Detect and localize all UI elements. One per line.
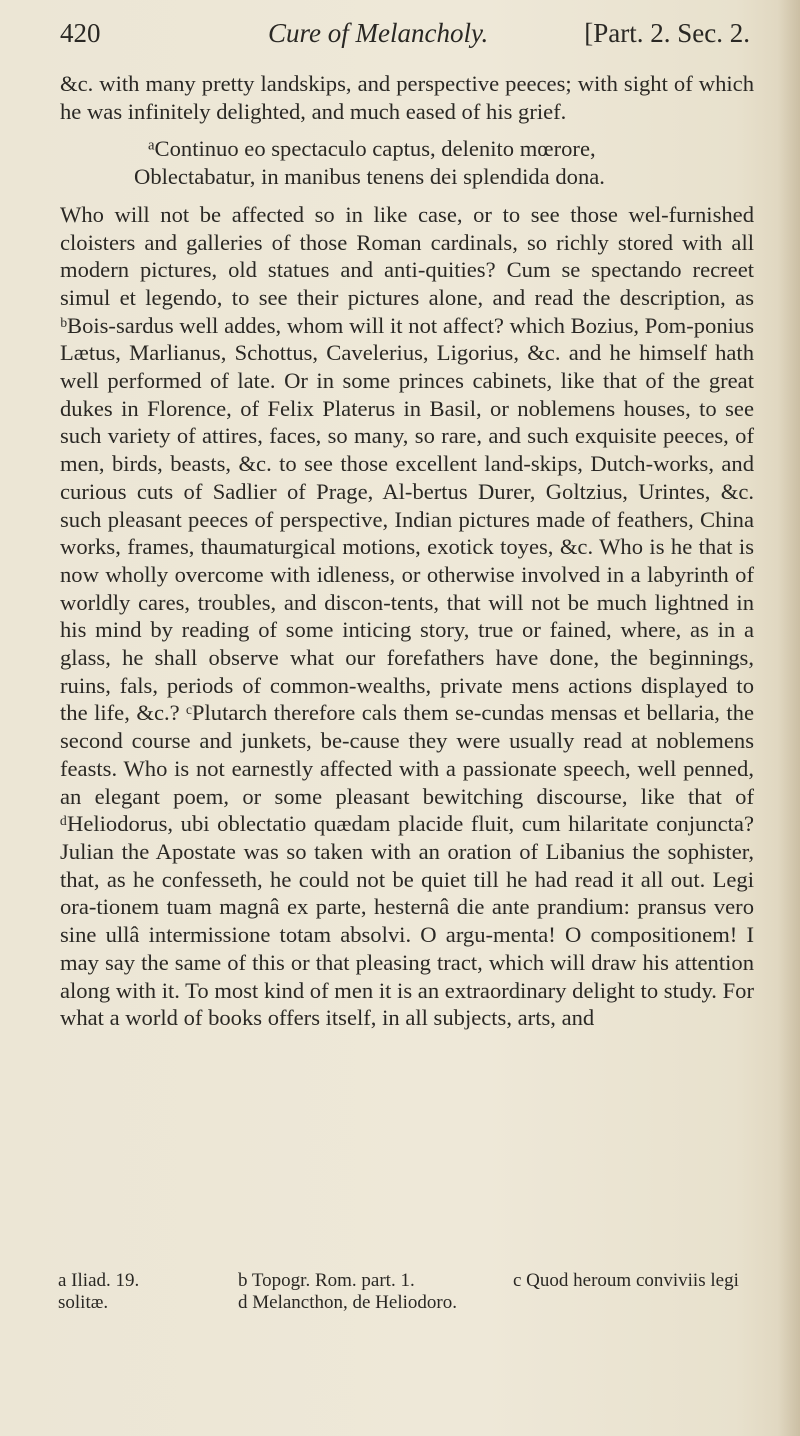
footnote-d: d Melancthon, de Heliodoro. (238, 1292, 457, 1313)
running-title: Cure of Melancholy. (268, 18, 489, 48)
running-header (60, 18, 750, 52)
footnote-row-1 (58, 1270, 758, 1292)
footnote-a: a Iliad. 19. (58, 1270, 140, 1291)
footnote-c-continued: solitæ. (58, 1292, 109, 1313)
footnote-c: c Quod heroum conviviis legi (513, 1270, 739, 1291)
section-reference: [Part. 2. Sec. 2. (584, 18, 750, 48)
verse-line-2: Oblectabatur, in manibus tenens dei splendida dona. (134, 164, 605, 190)
paragraph-1: &c. with many pretty landskips, and perspective peeces; with sight of which he was infinitely delighted, and much eased of his grief. (60, 71, 754, 124)
page-edge-shadow (778, 0, 800, 1436)
verse-line-1 (60, 135, 754, 163)
verse-quotation (60, 135, 754, 190)
footnotes (58, 1270, 758, 1314)
page-number: 420 (60, 18, 101, 48)
main-text (60, 70, 754, 1032)
verse-line-1-text: Continuo eo spectaculo captus, delenito mœrore, (154, 136, 596, 162)
paragraph-2: Who will not be affected so in like case, or to see those wel-furnished cloisters and galleries of those Roman cardinals, so richly stored with all modern pictures, old statues and anti-quities? Cum se spectando recreet simul et legendo, to see their pictures alone, and read the description, as ᵇBois-sardus well addes, whom will it not affect? which Bozius, Pom-ponius Lætus, Marlianus, Schottus, Cavelerius, Ligorius, &c. and he himself hath well performed of late. Or in some princes cabinets, like that of the great dukes in Florence, of Felix Platerus in Basil, or noblemens houses, to see such variety of attires, faces, so many, so rare, and such exquisite peeces, of men, birds, beasts, &c. to see those excellent land-skips, Dutch-works, and curious cuts of Sadlier of Prage, Al-bertus Durer, Goltzius, Urintes, &c. such pleasant peeces of perspective, Indian pictures made of feathers, China works, frames, thaumaturgical motions, exotick toyes, &c. Who is he that is now wholly overcome with idleness, or otherwise involved in a labyrinth of worldly cares, troubles, and discon-tents, that will not be much lightned in his mind by reading of some inticing story, true or fained, where, as in a glass, he shall observe what our forefathers have done, the beginnings, ruins, fals, periods of common-wealths, private mens actions displayed to the life, &c.? ᶜPlutarch therefore cals them se-cundas mensas et bellaria, the second course and junkets, be-cause they were usually read at noblemens feasts. Who is not earnestly affected with a passionate speech, well penned, an elegant poem, or some pleasant bewitching discourse, like that of ᵈHeliodorus, ubi oblectatio quædam placide fluit, cum hilaritate conjuncta? Julian the Apostate was so taken with an oration of Libanius the sophister, that, as he confesseth, he could not be quiet till he had read it all out. Legi ora-tionem tuam magnâ ex parte, hesternâ die ante prandium: pransus vero sine ullâ intermissione totam absolvi. O argu-menta! O compositionem! I may say the same of this or that pleasing tract, which will draw his attention along with it. To most kind of men it is an extraordinary delight to study. For what a world of books offers itself, in all subjects, arts, and (60, 201, 754, 1031)
footnote-b: b Topogr. Rom. part. 1. (238, 1270, 415, 1291)
footnote-row-2 (58, 1292, 758, 1314)
footnote-marker-a: a (148, 137, 155, 154)
